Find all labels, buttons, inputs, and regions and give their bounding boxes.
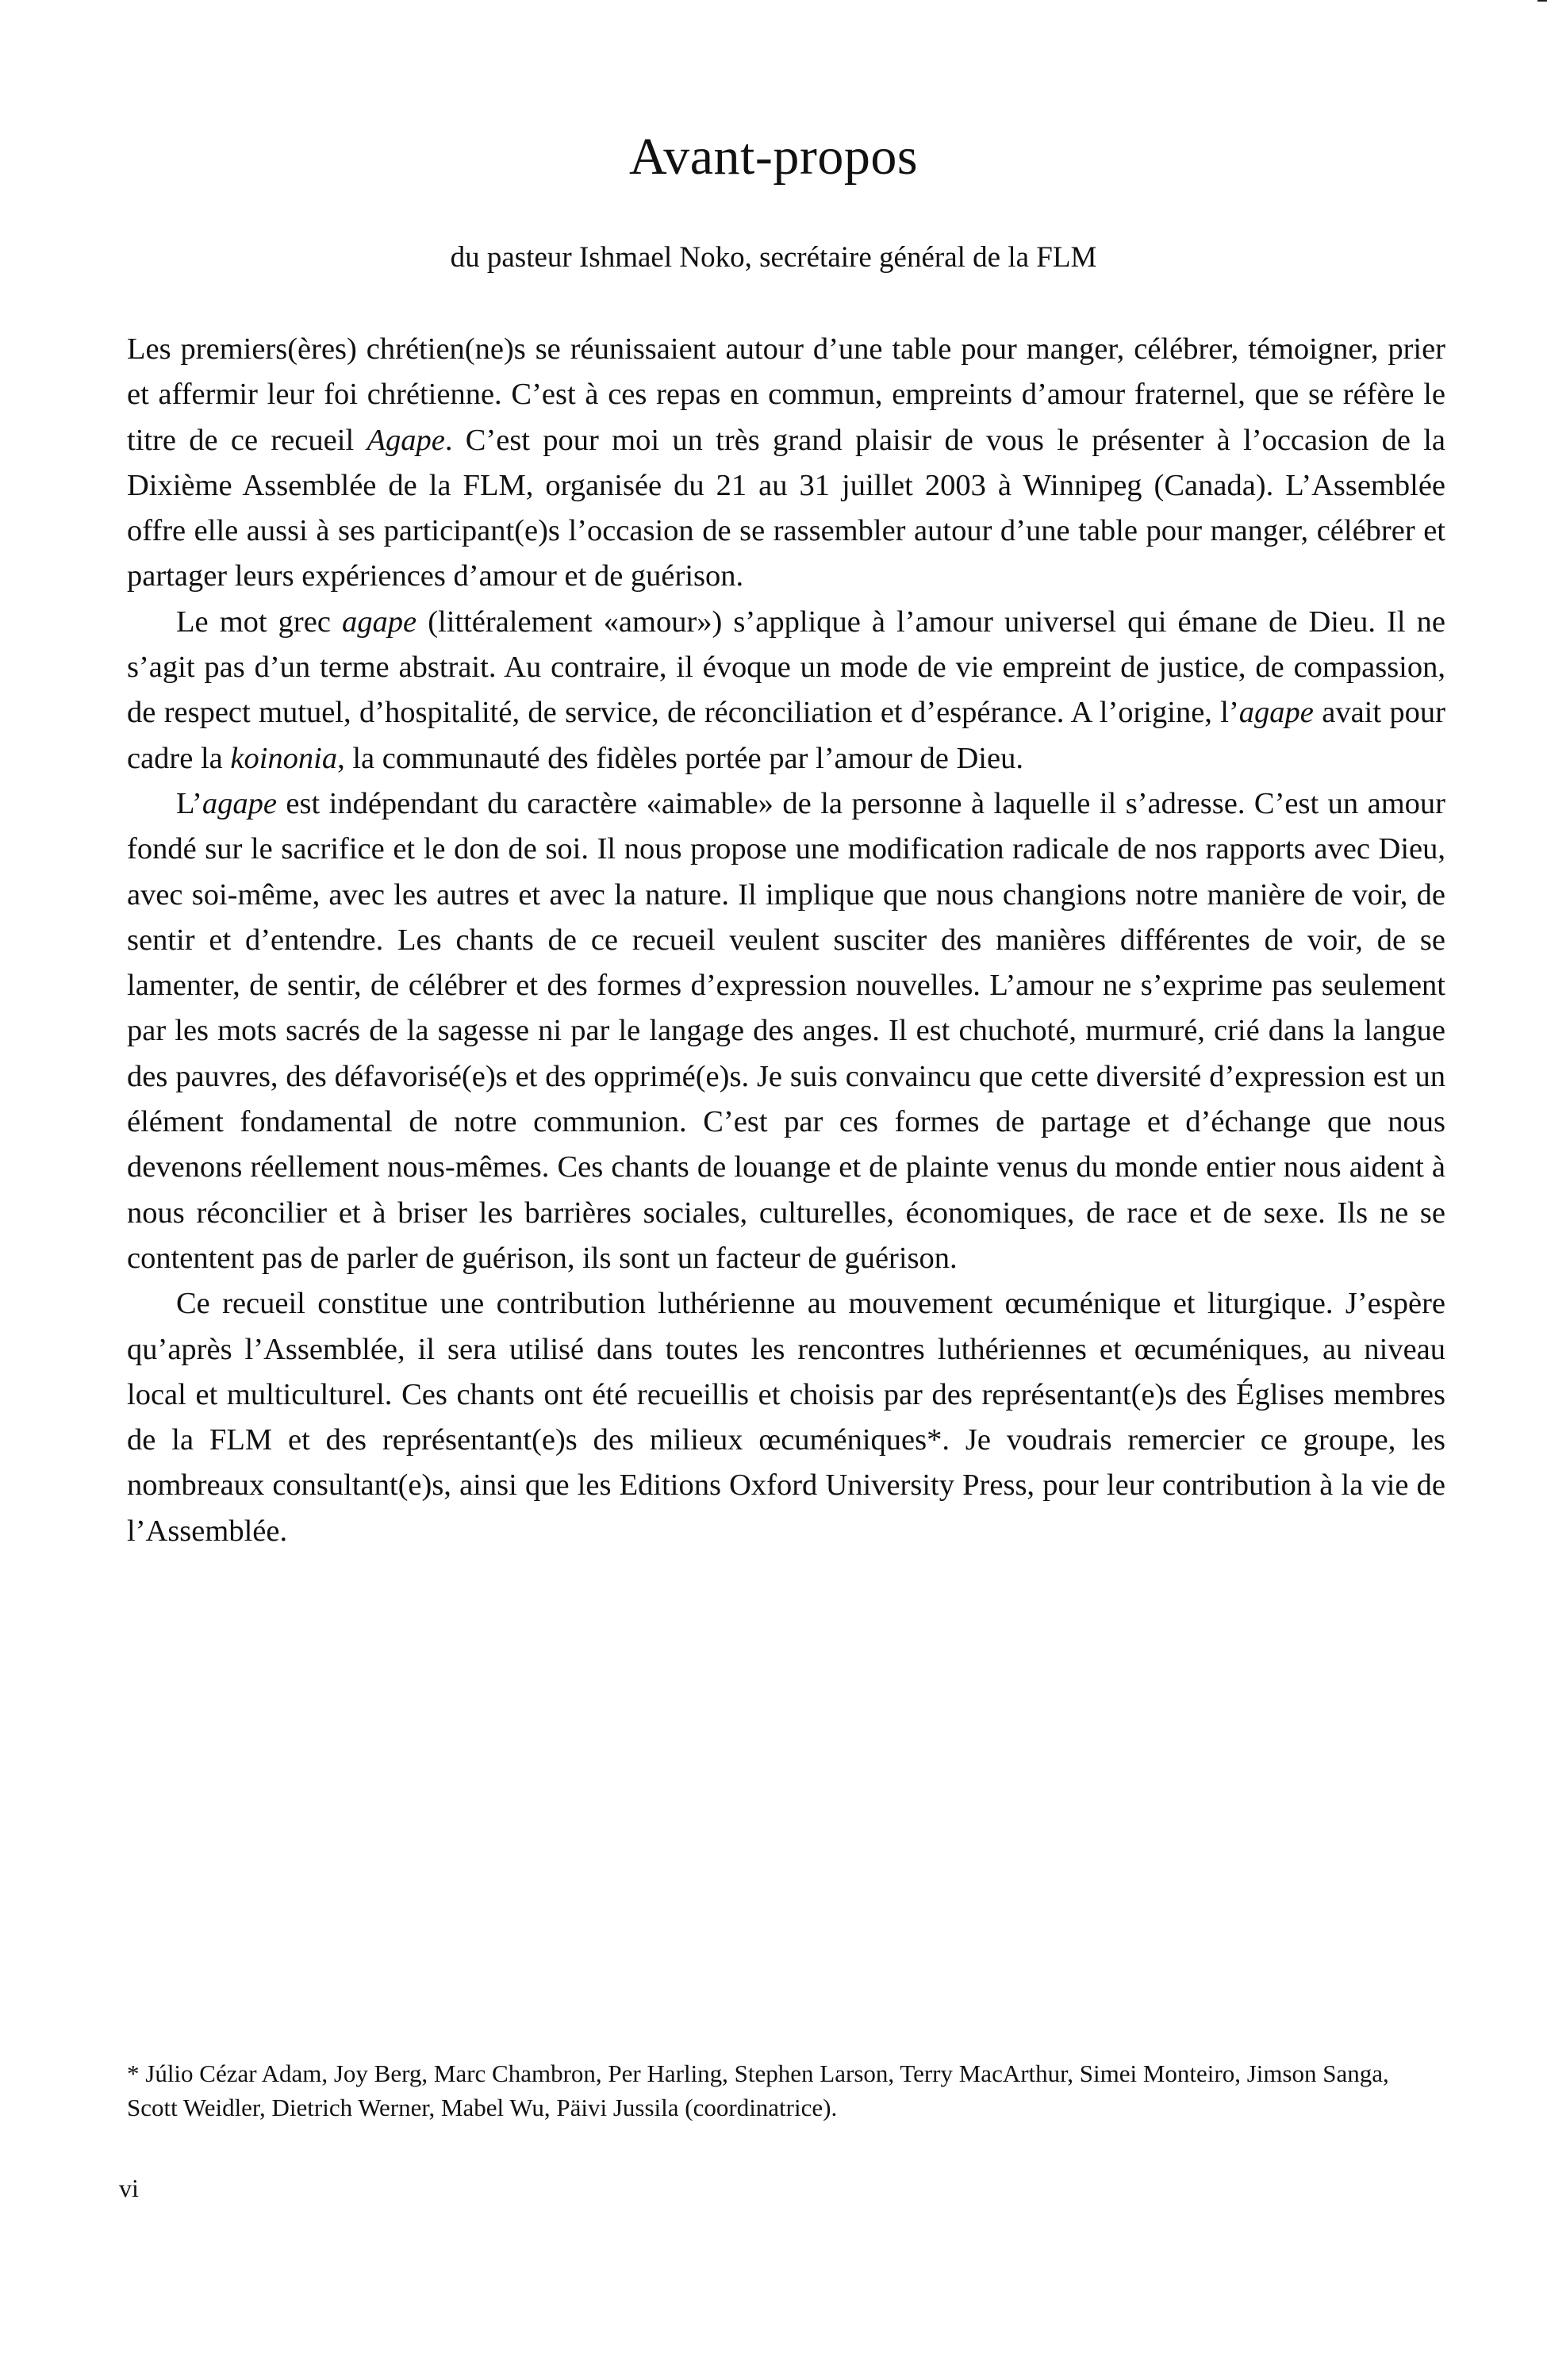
italic-term: agape (342, 605, 417, 639)
paragraph-4: Ce recueil constitue une contribution luthérienne au mouvement œcuménique et liturgique. J’espère qu’après l’Assemblée, il sera utilisé dans toutes les rencontres luthériennes et œcuméniques, au niveau local et multiculturel. Ces chants ont été recueillis et choisis par des représentant(e)s des Églises membres de la FLM et des représentant(e)s des milieux œcuméniques*. Je voudrais remercier ce groupe, les nombreaux consultant(e)s, ainsi que les Editions Oxford University Press, pour leur contribution à la vie de l’Assemblée. (127, 1287, 1445, 1548)
body-text (127, 327, 1445, 1554)
italic-term: koinonia (230, 741, 338, 775)
page-title: Avant-propos (628, 128, 919, 186)
italic-term: Agape (367, 423, 445, 457)
paragraph-3: L’agape est indépendant du caractère «aimable» de la personne à laquelle il s’adresse. C’est un amour fondé sur le sacrifice et le don de soi. Il nous propose une modification radicale de nos rapports avec Dieu, avec soi-même, avec les autres et avec la nature. Il implique que nous changions notre manière de voir, de sentir et d’entendre. Les chants de ce recueil veulent susciter des manières différentes de voir, de se lamenter, de sentir, de célébrer et des formes d’expression nouvelles. L’amour ne s’exprime pas seulement par les mots sacrés de la sagesse ni par le langage des anges. Il est chuchoté, murmuré, crié dans la langue des pauvres, des défavorisé(e)s et des opprimé(e)s. Je suis convaincu que cette diversité d’expression est un élément fondamental de notre communion. C’est par ces formes de partage et d’échange que nous devenons réellement nous-mêmes. Ces chants de louange et de plainte venus du monde entier nous aident à nous réconcilier et à briser les barrières sociales, culturelles, économiques, de race et de sexe. Ils ne se contentent pas de parler de guérison, ils sont un facteur de guérison. (127, 786, 1445, 1275)
paragraph-1: Les premiers(ères) chrétien(ne)s se réunissaient autour d’une table pour manger, célébrer, témoigner, prier et affermir leur foi chrétienne. C’est à ces repas en commun, empreints d’amour fraternel, que se réfère le titre de ce recueil Agape. C’est pour moi un très grand plaisir de vous le présenter à l’occasion de la Dixième Assemblée de la FLM, organisée du 21 au 31 juillet 2003 à Winnipeg (Canada). L’Assemblée offre elle aussi à ses participant(e)s l’occasion de se rassembler autour d’une table pour manger, célébrer et partager leurs expériences d’amour et de guérison. (127, 332, 1445, 593)
scan-edge-mark (1537, 0, 1547, 2)
italic-term: agape (1238, 696, 1314, 730)
page-number: vi (119, 2174, 139, 2202)
byline: du pasteur Ishmael Noko, secrétaire général de la FLM (450, 241, 1097, 274)
italic-term: agape (202, 786, 277, 820)
paragraph-2: Le mot grec agape (littéralement «amour») s’applique à l’amour universel qui émane de Dieu. Il ne s’agit pas d’un terme abstrait. Au contraire, il évoque un mode de vie empreint de justice, de compassion, de respect mutuel, d’hospitalité, de service, de réconciliation et d’espérance. A l’origine, l’agape avait pour cadre la koinonia, la communauté des fidèles portée par l’amour de Dieu. (127, 605, 1446, 775)
footnote: * Júlio Cézar Adam, Joy Berg, Marc Chambron, Per Harling, Stephen Larson, Terry MacArthur, Simei Monteiro, Jimson Sanga, Scott Weidler, Dietrich Werner, Mabel Wu, Päivi Jussila (coordinatrice). (127, 2059, 1389, 2121)
